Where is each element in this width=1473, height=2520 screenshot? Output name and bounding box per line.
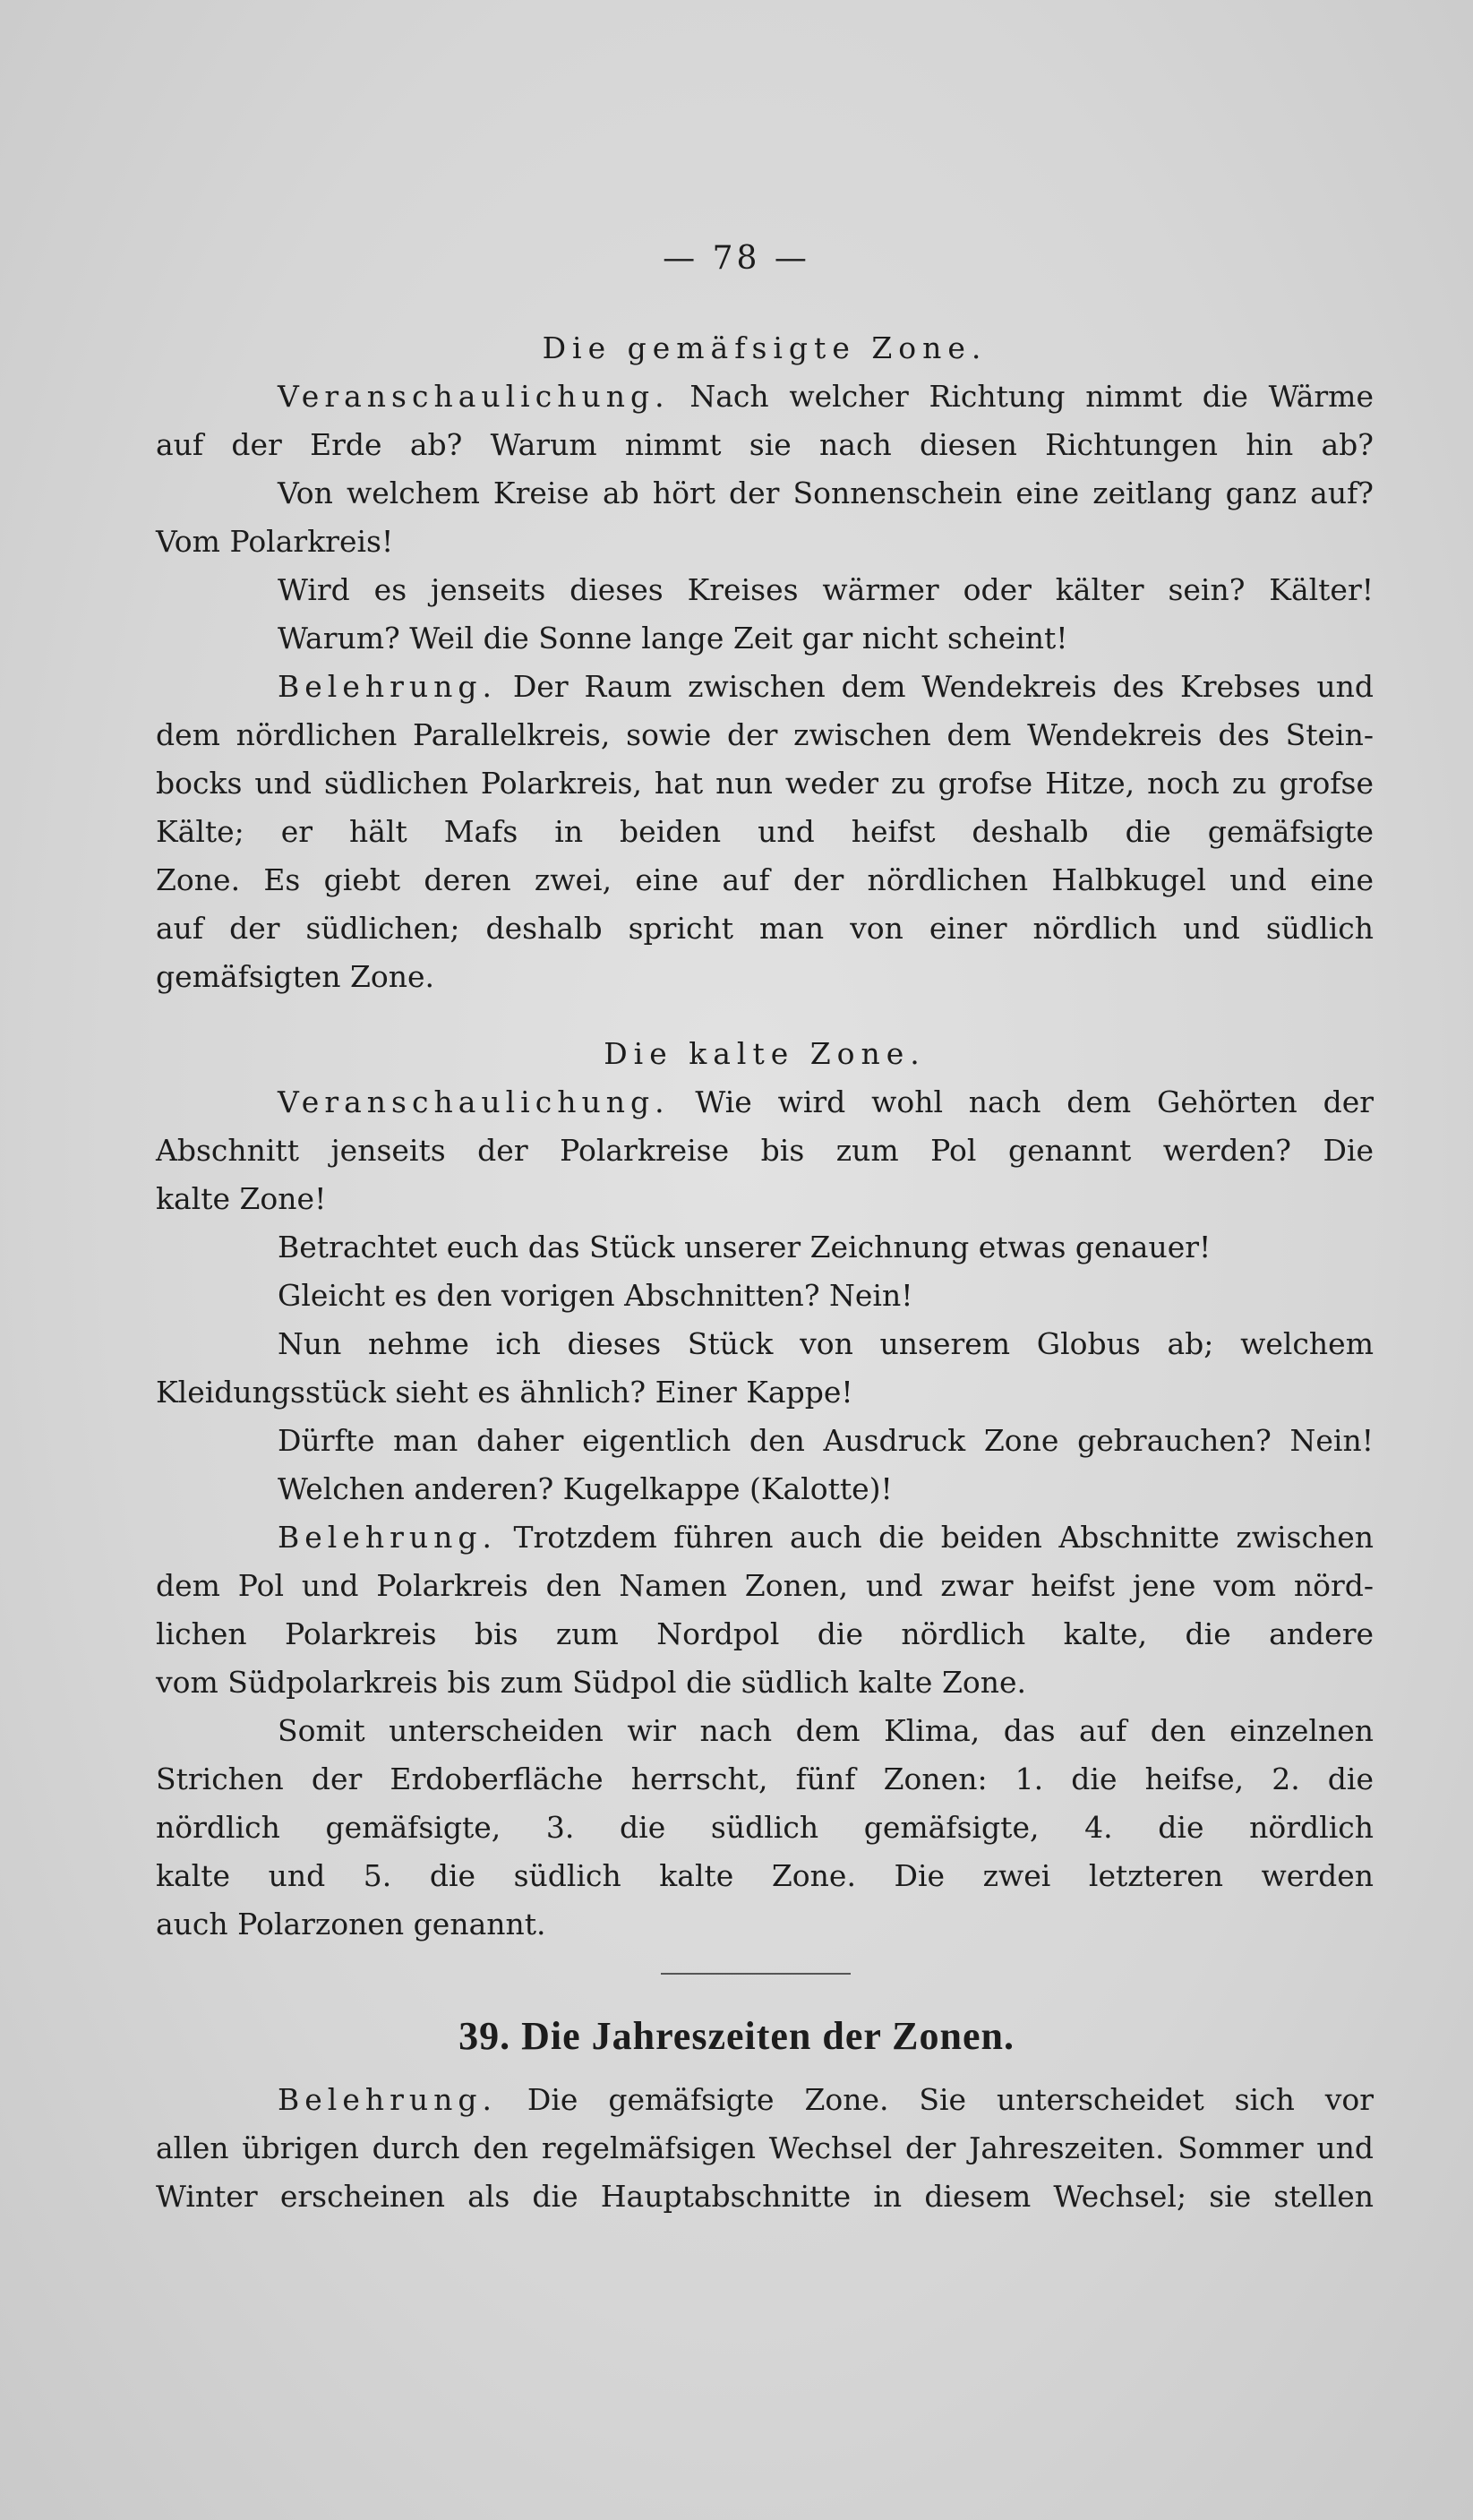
paragraph-line: Veranschaulichung. Nach welcher Richtung nimmt die Wärme (278, 379, 1374, 414)
paragraph-line: auf der Erde ab? Warum nimmt sie nach diesen Richtungen hin ab? (156, 427, 1374, 462)
paragraph-line: Zone. Es giebt deren zwei, eine auf der nördlichen Halbkugel und eine (156, 862, 1374, 897)
paragraph-line: Von welchem Kreise ab hört der Sonnenschein eine zeitlang ganz auf? (278, 476, 1374, 510)
paragraph-line: Strichen der Erdoberfläche herrscht, fünf Zonen: 1. die heifse, 2. die (156, 1761, 1374, 1796)
paragraph-line: Welchen anderen? Kugelkappe (Kalotte)! (278, 1471, 893, 1506)
paragraph-line: vom Südpolarkreis bis zum Südpol die südlich kalte Zone. (156, 1665, 1027, 1700)
section-divider (661, 1973, 851, 1975)
paragraph-line: Belehrung. Die gemäfsigte Zone. Sie unterscheidet sich vor (278, 2082, 1374, 2117)
paragraph-line: lichen Polarkreis bis zum Nordpol die nördlich kalte, die andere (156, 1616, 1374, 1651)
paragraph-line: kalte und 5. die südlich kalte Zone. Die zwei letzteren werden (156, 1858, 1374, 1893)
section-heading: Die kalte Zone. (604, 1036, 926, 1071)
paragraph-line: Warum? Weil die Sonne lange Zeit gar nicht scheint! (278, 621, 1068, 656)
section-temperate-zone (156, 324, 1374, 1949)
paragraph-line: Betrachtet euch das Stück unserer Zeichnung etwas genauer! (278, 1230, 1212, 1264)
section-seasons (156, 2076, 1374, 2221)
paragraph-line: Vom Polarkreis! (156, 524, 394, 559)
paragraph-line: Belehrung. Trotzdem führen auch die beiden Abschnitte zwischen (278, 1520, 1374, 1555)
paragraph-line: gemäfsigten Zone. (156, 959, 435, 994)
paragraph-line: dem Pol und Polarkreis den Namen Zonen, und zwar heifst jene vom nörd- (156, 1568, 1374, 1603)
paragraph-line: Wird es jenseits dieses Kreises wärmer oder kälter sein? Kälter! (278, 572, 1374, 607)
paragraph-line: Kleidungsstück sieht es ähnlich? Einer Kappe! (156, 1375, 853, 1410)
paragraph-line: Gleicht es den vorigen Abschnitten? Nein! (278, 1278, 913, 1313)
paragraph-line: Nun nehme ich dieses Stück von unserem Globus ab; welchem (278, 1326, 1374, 1361)
paragraph-line: Kälte; er hält Mafs in beiden und heifst deshalb die gemäfsigte (156, 814, 1374, 849)
paragraph-line: Belehrung. Der Raum zwischen dem Wendekreis des Krebses und (278, 669, 1374, 704)
paragraph-line: Veranschaulichung. Wie wird wohl nach dem Gehörten der (278, 1084, 1374, 1119)
paragraph-line: Dürfte man daher eigentlich den Ausdruck Zone gebrauchen? Nein! (278, 1423, 1374, 1458)
chapter-title: 39. Die Jahreszeiten der Zonen. (458, 2014, 1015, 2058)
paragraph-line: kalte Zone! (156, 1181, 327, 1216)
paragraph-line: auf der südlichen; deshalb spricht man von einer nördlich und südlich (156, 911, 1374, 946)
section-heading: Die gemäfsigte Zone. (542, 330, 988, 365)
page-number: — 78 — (663, 240, 810, 277)
paragraph-line: bocks und südlichen Polarkreis, hat nun weder zu grofse Hitze, noch zu grofse (156, 766, 1374, 801)
paragraph-line: auch Polarzonen genannt. (156, 1907, 546, 1941)
paragraph-line: dem nördlichen Parallelkreis, sowie der zwischen dem Wendekreis des Stein- (156, 717, 1374, 752)
paragraph-line: nördlich gemäfsigte, 3. die südlich gemäfsigte, 4. die nördlich (156, 1810, 1374, 1845)
paragraph-line: Winter erscheinen als die Hauptabschnitte in diesem Wechsel; sie stellen (156, 2179, 1374, 2214)
paragraph-line: Abschnitt jenseits der Polarkreise bis zum Pol genannt werden? Die (156, 1133, 1374, 1168)
paragraph-line: allen übrigen durch den regelmäfsigen Wechsel der Jahreszeiten. Sommer und (156, 2130, 1374, 2165)
paragraph-line: Somit unterscheiden wir nach dem Klima, das auf den einzelnen (278, 1713, 1374, 1748)
